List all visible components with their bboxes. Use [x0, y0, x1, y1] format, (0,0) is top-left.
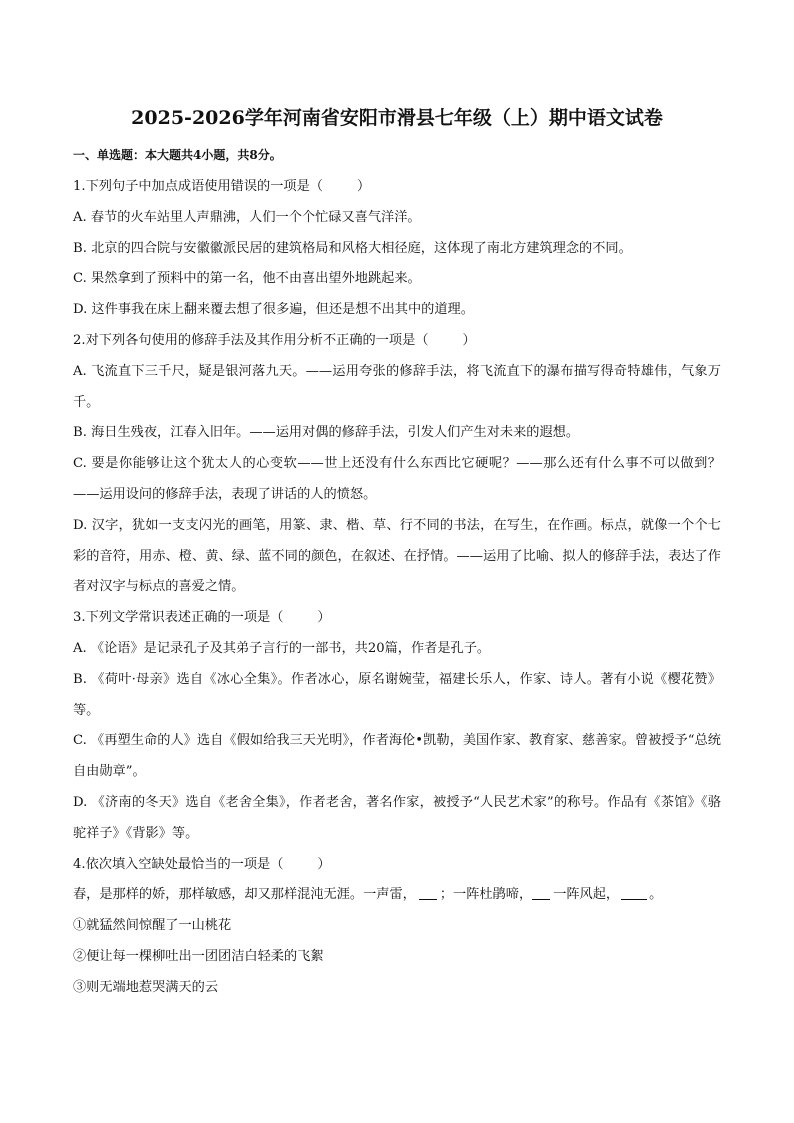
question-4-item-1: ①就猛然间惊醒了一山桃花 [73, 918, 232, 934]
question-2-option-a: A. 飞流直下三千尺，疑是银河落九天。——运用夸张的修辞手法，将飞流直下的瀑布描写得奇特雄伟，气象万千。 [73, 363, 721, 410]
question-4-passage: 春，是那样的娇，那样敏感，却又那样混沌无涯。一声雷， ；一阵杜鹃啼， 一阵风起， 。 [73, 887, 663, 903]
question-3-option-a: A. 《论语》是记录孔子及其弟子言行的一部书，共20篇，作者是孔子。 [73, 640, 491, 656]
question-2-option-d: D. 汉字，犹如一支支闪光的画笔，用篆、隶、楷、草、行不同的书法，在写生，在作画。标点，就像一个个七彩的音符，用赤、橙、黄、绿、蓝不同的颜色，在叙述、在抒情。——运用了比喻、拟人的修辞手法，表达了作者对汉字与标点的喜爱之情。 [73, 517, 721, 595]
question-4-stem: 4.依次填入空缺处最恰当的一项是（ ） [73, 856, 331, 872]
question-1-option-b: B. 北京的四合院与安徽徽派民居的建筑格局和风格大相径庭，这体现了南北方建筑理念的不同。 [73, 240, 632, 256]
question-1-option-d: D. 这件事我在床上翻来覆去想了很多遍，但还是想不出其中的道理。 [73, 302, 474, 318]
question-1-option-a: A. 春节的火车站里人声鼎沸，人们一个个忙碌又喜气洋洋。 [73, 209, 421, 225]
question-2-option-b: B. 海日生残夜，江春入旧年。——运用对偶的修辞手法，引发人们产生对未来的遐想。 [73, 425, 580, 441]
question-3-option-c: C. 《再塑生命的人》选自《假如给我三天光明》，作者海伦•凯勒，美国作家、教育家、慈善家。曾被授予“总统自由勋章”。 [73, 733, 721, 780]
question-list [73, 172, 721, 1004]
question-1-stem: 1.下列句子中加点成语使用错误的一项是（ ） [73, 179, 371, 194]
question-3-stem: 3.下列文学常识表述正确的一项是（ ） [73, 610, 331, 626]
fill-blank-3[interactable] [621, 885, 647, 900]
question-2-stem: 2.对下列各句使用的修辞手法及其作用分析不正确的一项是（ ） [73, 332, 476, 348]
question-3-option-b: B. 《荷叶·母亲》选自《冰心全集》。作者冰心，原名谢婉莹，福建长乐人，作家、诗人。著有小说《樱花赞》等。 [73, 671, 721, 718]
fill-blank-2[interactable] [532, 885, 550, 900]
fill-blank-1[interactable] [419, 885, 437, 900]
question-4-item-2: ②便让每一棵柳吐出一团团洁白轻柔的飞絮 [73, 948, 324, 964]
question-2-option-c: C. 要是你能够让这个犹太人的心变软——世上还没有什么东西比它硬呢？——那么还有什么事不可以做到？——运用设问的修辞手法，表现了讲话的人的愤怒。 [73, 456, 721, 502]
section-heading: 一、单选题：本大题共4小题，共8分。 [73, 148, 282, 162]
question-1-option-c: C. 果然拿到了预料中的第一名，他不由喜出望外地跳起来。 [73, 271, 421, 287]
question-4-item-3: ③则无端地惹哭满天的云 [73, 979, 219, 995]
question-3-option-d: D. 《济南的冬天》选自《老舍全集》，作者老舍，著名作家，被授予“人民艺术家”的称号。作品有《茶馆》《骆驼祥子》《背影》等。 [73, 794, 721, 841]
exam-title: 2025-2026学年河南省安阳市滑县七年级（上）期中语文试卷 [131, 107, 663, 129]
